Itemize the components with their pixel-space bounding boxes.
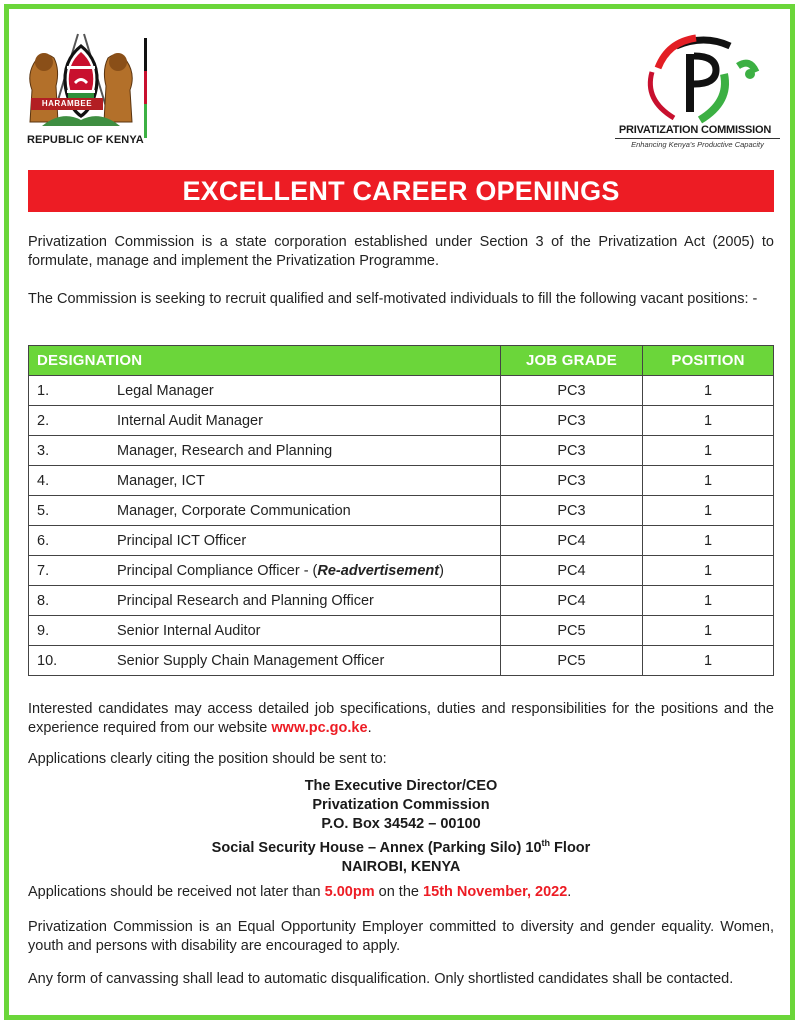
position-count-cell: 1 xyxy=(643,406,774,436)
designation-cell xyxy=(29,556,501,586)
job-title: Manager, Research and Planning xyxy=(117,442,333,459)
designation-cell xyxy=(29,616,501,646)
job-title: Principal Research and Planning Officer xyxy=(117,592,374,609)
header-designation: DESIGNATION xyxy=(29,346,501,376)
address-line-ceo: The Executive Director/CEO xyxy=(304,778,498,794)
position-count-cell: 1 xyxy=(643,616,774,646)
table-row xyxy=(29,436,774,466)
specifications-end: . xyxy=(367,720,372,736)
table-row xyxy=(29,466,774,496)
designation-cell xyxy=(29,586,501,616)
table-row xyxy=(29,526,774,556)
job-grade-cell: PC3 xyxy=(501,406,643,436)
floor-label: Floor xyxy=(550,839,591,856)
position-count-cell: 1 xyxy=(643,376,774,406)
address-line-city: NAIROBI, KENYA xyxy=(341,858,461,875)
page-title-banner: EXCELLENT CAREER OPENINGS xyxy=(28,170,774,212)
table-row xyxy=(29,616,774,646)
job-grade-cell: PC3 xyxy=(501,436,643,466)
readvertisement-note: Re-advertisement xyxy=(317,562,440,579)
job-title: Legal Manager xyxy=(117,382,214,399)
job-title-readvert xyxy=(117,563,444,579)
address-line-pobox: P.O. Box 34542 – 00100 xyxy=(321,816,481,832)
header-job-grade: JOB GRADE xyxy=(501,346,643,376)
vacancies-table xyxy=(28,345,774,676)
row-number: 3. xyxy=(37,442,50,459)
job-grade-cell: PC5 xyxy=(501,646,643,676)
row-number: 4. xyxy=(37,472,50,489)
seeking-paragraph: The Commission is seeking to recruit qualified and self-motivated individuals to fill the following vacant positions: - xyxy=(28,291,758,307)
row-number: 5. xyxy=(37,502,50,519)
designation-cell xyxy=(29,526,501,556)
job-grade-cell: PC3 xyxy=(501,466,643,496)
intro-paragraph: Privatization Commission is a state corporation established under Section 3 of the Privatization Act (2005) to formulate, manage and implement the Privatization Programme. xyxy=(28,234,774,269)
job-grade-cell: PC3 xyxy=(501,496,643,526)
job-title: Manager, Corporate Communication xyxy=(117,502,351,519)
row-number: 7. xyxy=(37,562,50,579)
table-row xyxy=(29,556,774,586)
row-number: 2. xyxy=(37,412,50,429)
designation-cell xyxy=(29,496,501,526)
org-divider xyxy=(615,138,780,139)
position-count-cell: 1 xyxy=(643,586,774,616)
floor-suffix: th xyxy=(541,838,551,848)
table-header-row xyxy=(29,346,774,376)
job-grade-cell: PC5 xyxy=(501,616,643,646)
deadline-end: . xyxy=(567,884,572,900)
position-count-cell: 1 xyxy=(643,436,774,466)
designation-cell xyxy=(29,466,501,496)
deadline-paragraph xyxy=(28,883,774,902)
building-name: Social Security House – Annex (Parking Silo) 10 xyxy=(211,839,542,856)
republic-caption: REPUBLIC OF KENYA xyxy=(27,134,144,146)
row-number: 10. xyxy=(37,652,58,669)
designation-cell xyxy=(29,406,501,436)
job-title: Principal ICT Officer xyxy=(117,532,247,549)
job-grade-cell: PC3 xyxy=(501,376,643,406)
position-count-cell: 1 xyxy=(643,466,774,496)
website-link[interactable]: www.pc.go.ke xyxy=(271,720,368,736)
job-title: Senior Supply Chain Management Officer xyxy=(117,652,385,669)
specifications-text: Interested candidates may access detailed job specifications, duties and responsibilities for the positions and the experience required from our website xyxy=(28,701,774,736)
canvassing-paragraph: Any form of canvassing shall lead to automatic disqualification. Only shortlisted candidates shall be contacted. xyxy=(28,971,734,987)
position-count-cell: 1 xyxy=(643,496,774,526)
table-row xyxy=(29,646,774,676)
job-title: Internal Audit Manager xyxy=(117,412,263,429)
job-grade-cell: PC4 xyxy=(501,526,643,556)
position-count-cell: 1 xyxy=(643,646,774,676)
table-row xyxy=(29,496,774,526)
designation-cell xyxy=(29,376,501,406)
specifications-paragraph xyxy=(28,700,774,738)
header-position: POSITION xyxy=(643,346,774,376)
job-grade-cell: PC4 xyxy=(501,586,643,616)
table-row xyxy=(29,586,774,616)
privatization-commission-logo xyxy=(634,28,784,124)
table-row xyxy=(29,406,774,436)
deadline-middle: on the xyxy=(374,884,423,900)
job-title: Principal Compliance Officer - ( xyxy=(117,562,318,579)
deadline-date: 15th November, 2022 xyxy=(423,884,568,900)
postal-address xyxy=(28,777,774,877)
job-title: Manager, ICT xyxy=(117,472,205,489)
deadline-time: 5.00pm xyxy=(324,884,375,900)
org-tagline: Enhancing Kenya's Productive Capacity xyxy=(631,140,764,149)
job-title-close: ) xyxy=(439,562,444,579)
row-number: 1. xyxy=(37,382,50,399)
deadline-prefix: Applications should be received not later than xyxy=(28,884,325,900)
job-title: Senior Internal Auditor xyxy=(117,622,261,639)
table-row xyxy=(29,376,774,406)
row-number: 8. xyxy=(37,592,50,609)
position-count-cell: 1 xyxy=(643,526,774,556)
row-number: 6. xyxy=(37,532,50,549)
kenya-coat-of-arms xyxy=(22,30,140,150)
position-count-cell: 1 xyxy=(643,556,774,586)
coa-motto: HARAMBEE xyxy=(31,98,103,110)
designation-cell xyxy=(29,436,501,466)
designation-cell xyxy=(29,646,501,676)
flag-stripe xyxy=(143,38,148,138)
org-name: PRIVATIZATION COMMISSION xyxy=(618,124,772,136)
address-line-building xyxy=(28,834,774,858)
row-number: 9. xyxy=(37,622,50,639)
equal-opportunity-paragraph: Privatization Commission is an Equal Opportunity Employer committed to diversity and gender equality. Women, youth and persons with disability are encouraged to apply. xyxy=(28,919,774,954)
job-grade-cell: PC4 xyxy=(501,556,643,586)
address-line-org: Privatization Commission xyxy=(312,797,490,813)
applications-instruction: Applications clearly citing the position should be sent to: xyxy=(28,751,387,767)
